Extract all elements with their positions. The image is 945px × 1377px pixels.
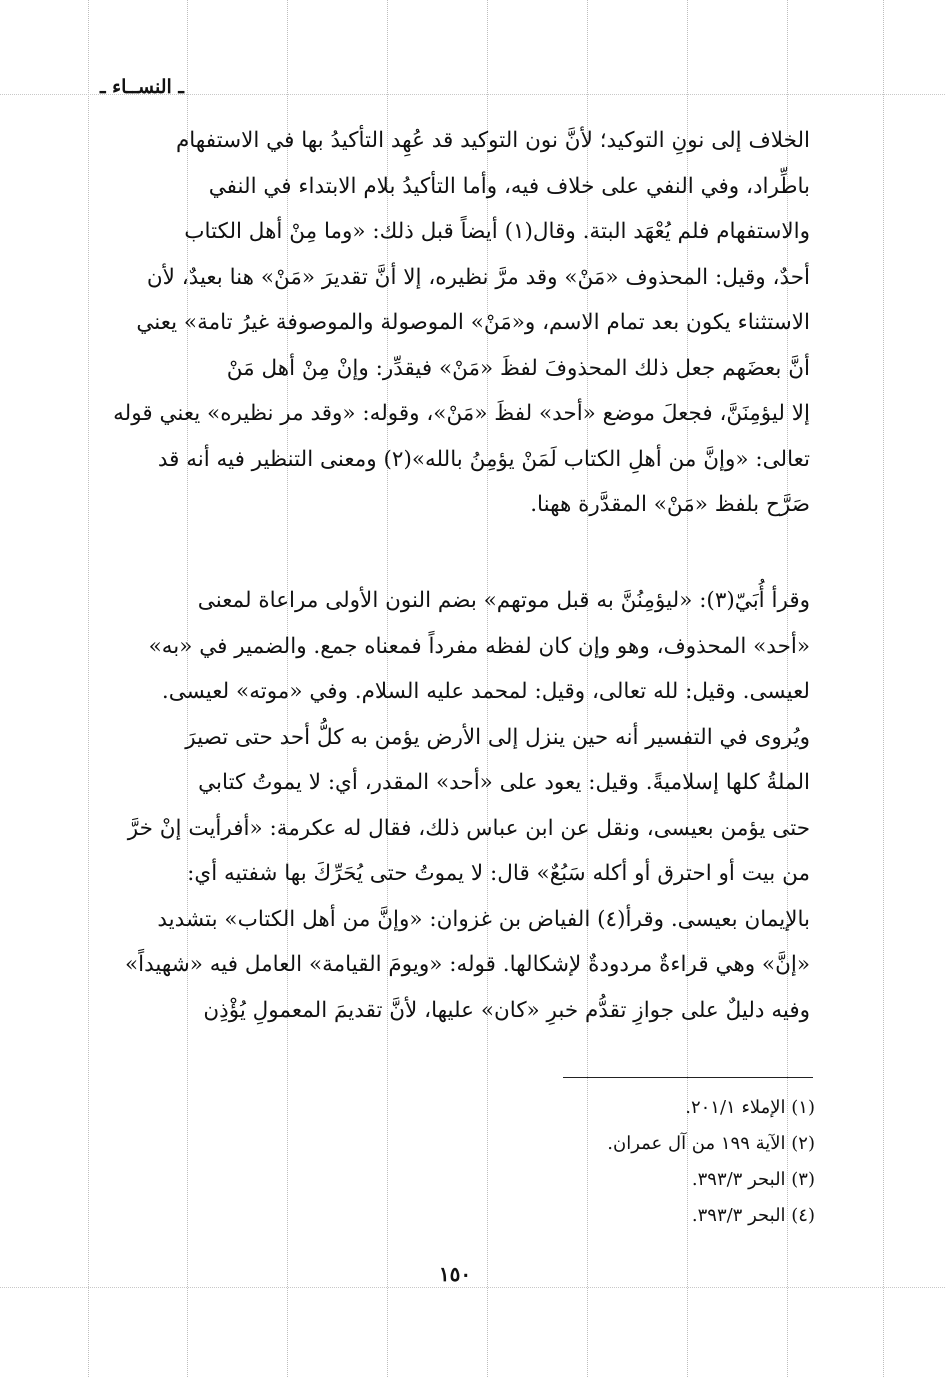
footnote-item: (٢) الآية ١٩٩ من آل عمران. xyxy=(607,1133,815,1154)
body-paragraph: وقرأ أُبَيّ(٣): «ليؤمِنُنَّ به قبل موتهم» بضم النون الأولى مراعاة لمعنى «أحد» المحذوف، وهو وإن كان لفظه مفرداً فمعناه جمع. والضمير في «به» لعيسى. وقيل: لله تعالى، وقيل: لمحمد عليه السلام. وفي «موته» لعيسى. ويُروى في التفسير أنه حين ينزل إلى الأرض يؤمن به كلُّ أحد حتى تصيرَ الملةُ كلها إسلاميةً. وقيل: يعود على «أحد» المقدر، أي: لا يموتُ كتابي حتى يؤمن بعيسى، ونقل عن ابن عباس ذلك، فقال له عكرمة: «أفرأيت إنْ خرَّ من بيت أو احترق أو أكله سَبُعٌ» قال: لا يموتُ حتى يُحَرِّكَ بها شفتيه أي: بالإيمان بعيسى. وقرأ(٤) الفياض بن غزوان: «وإنَّ من أهل الكتاب» بتشديد «إنَّ» وهي قراءةٌ مردودةٌ لإشكالها. قوله: «ويومَ القيامة» العامل فيه «شهيداً» وفيه دليلٌ على جوازِ تقدُّم خبرِ «كان» عليها، لأنَّ تقديمَ المعمولِ يُؤْذِن xyxy=(124,588,810,1023)
footnote-item: (٤) البحر ٣٩٣/٣. xyxy=(691,1205,815,1226)
guide-line xyxy=(0,1287,945,1288)
footnote-item: (٣) البحر ٣٩٣/٣. xyxy=(691,1169,815,1190)
guide-line xyxy=(88,0,89,1377)
footnote-item: (١) الإملاء ٢٠١/١. xyxy=(685,1097,815,1118)
guide-line xyxy=(883,0,884,1377)
running-header: ـ النســاء ـ xyxy=(100,76,184,98)
page-number: ١٥٠ xyxy=(438,1262,472,1286)
footnote-separator xyxy=(563,1077,813,1078)
footnotes-list xyxy=(415,1090,815,1234)
body-paragraph: الخلاف إلى نونِ التوكيد؛ لأنَّ نون التوكيد قد عُهِد التأكيدُ بها في الاستفهام باطِّراد، وفي النفي على خلاف فيه، وأما التأكيدُ بلام الابتداء في النفي والاستفهام فلم يُعْهَد البتة. وقال(١) أيضاً قبل ذلك: «وما مِنْ أهل الكتاب أحدٌ، وقيل: المحذوف «مَنْ» وقد مرَّ نظيره، إلا أنَّ تقديرَ «مَنْ» هنا بعيدٌ، لأن الاستثناء يكون بعد تمام الاسم، و«مَنْ» الموصولة والموصوفة غيرُ تامة» يعني أنَّ بعضَهم جعل ذلك المحذوفَ لفظَ «مَنْ» فيقدِّر: وإنْ مِنْ أهل مَنْ إلا ليؤمِنَنَّ، فجعلَ موضع «أحد» لفظَ «مَنْ»، وقوله: «وقد مر نظيره» يعني قوله تعالى: «وإنَّ من أهلِ الكتاب لَمَنْ يؤمِنُ بالله»(٢) ومعنى التنظير فيه أنه قد صَرَّح بلفظ «مَنْ» المقدَّرة ههنا. xyxy=(113,128,810,517)
